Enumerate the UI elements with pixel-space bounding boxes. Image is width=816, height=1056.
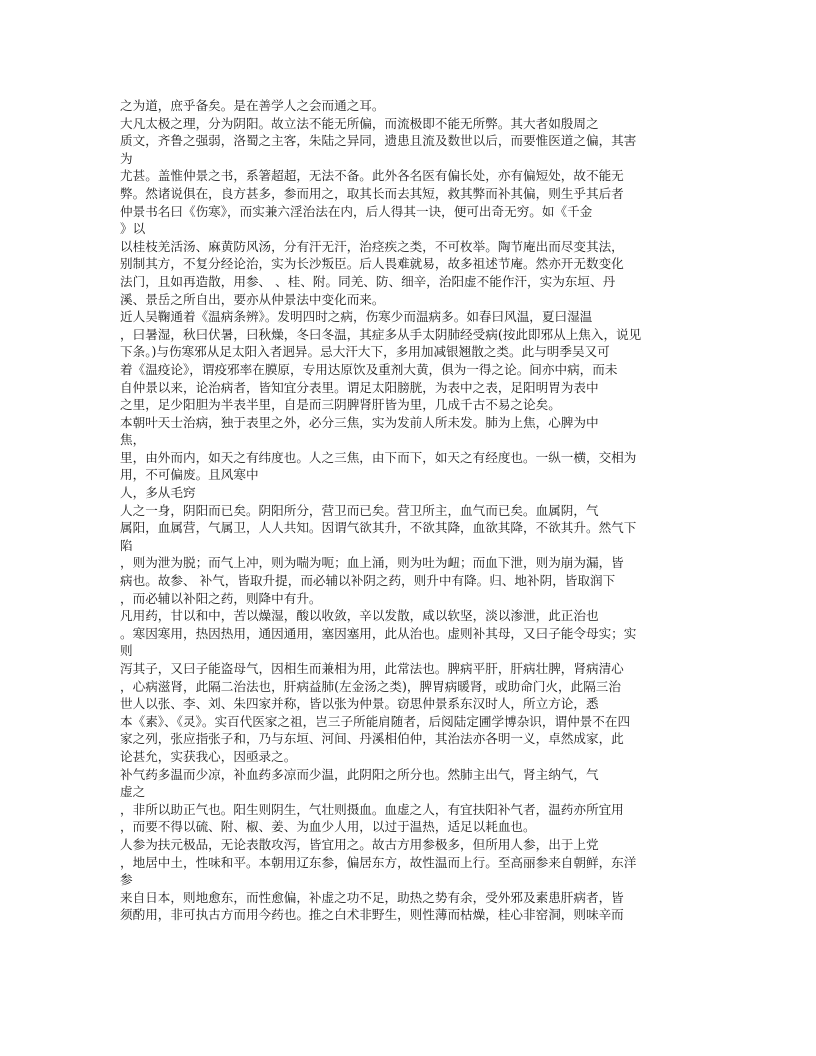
text-line: 本《素》、《灵》。实百代医家之祖，岂三子所能肩随者，后阅陆定圃学博杂识，谓仲景不在四 — [120, 713, 631, 729]
text-line: 凡用药，甘以和中，苦以燥湿，酸以收敛，辛以发散，咸以软坚，淡以渗泄，此正治也 — [120, 608, 599, 624]
text-line: 以桂枝羌活汤、麻黄防风汤，分有汗无汗，治痉疾之类，不可枚举。陶节庵出而尽变其法， — [120, 238, 624, 254]
text-line: ，而要不得以硫、附、椒、姜、为血少人用，以过于温热，适足以耗血也。 — [120, 819, 536, 835]
document-page — [120, 97, 700, 924]
text-line: 病也。故参、 补气，皆取升提，而必辅以补阴之药，则升中有降。归、地补阴，皆取润下 — [120, 573, 616, 589]
text-line: 本朝叶天士治病，独于表里之外，必分三焦，实为发前人所未发。肺为上焦，心脾为中 — [120, 414, 599, 430]
text-line: 补气药多温而少凉，补血药多凉而少温，此阴阳之所分也。然肺主出气，肾主纳气，气 — [120, 766, 599, 782]
text-line: 大凡太极之理，分为阴阳。故立法不能无所偏，而流极即不能无所弊。其大者如殷周之 — [120, 115, 599, 131]
text-line: 属阳，血属营，气属卫，人人共知。因谓气欲其升，不欲其降，血欲其降，不欲其升。然气下 — [120, 520, 637, 536]
text-line: 着《温疫论》，谓疫邪率在膜原，专用达原饮及重剂大黄，俱为一得之论。间亦中病，而未 — [120, 361, 618, 377]
text-line: 》以 — [120, 221, 146, 237]
text-line: ，非所以助正气也。阳生则阴生，气壮则摄血。血虚之人，有宜扶阳补气者，温药亦所宜用 — [120, 801, 624, 817]
text-line: 自仲景以来，论治病者，皆知宜分表里。谓足太阳膀胱，为表中之表，足阳明胃为表中 — [120, 379, 599, 395]
text-line: 之为道，庶乎备矣。是在善学人之会而通之耳。 — [120, 98, 385, 113]
text-line: 别制其方，不复分经论治，实为长沙叛臣。后人畏难就易，故多祖述节庵。然亦开无数变化 — [120, 256, 624, 272]
text-line: 尤甚。盖惟仲景之书，系箸超超，无法不备。此外各名医有偏长处，亦有偏短处，故不能无 — [120, 168, 624, 184]
text-line: 质文，齐鲁之强弱，洛蜀之主客，朱陆之异同，遗患且流及数世以后，而要惟医道之偏，其害 — [120, 133, 637, 149]
text-line: 论甚允，实获我心，因亟录之。 — [120, 748, 297, 764]
text-line: ，心病滋肾，此隔二治法也，肝病益肺(左金汤之类)，脾胃病暖肾，或助命门火，此隔三治 — [120, 678, 621, 694]
text-line: 之里，足少阳胆为半表半里，自是而三阴脾肾肝皆为里，几成千古不易之论矣。 — [120, 397, 561, 413]
text-line: 陷 — [120, 537, 133, 553]
text-line: 人参为扶元极品，无论表散攻泻，皆宜用之。故古方用参极多，但所用人参，出于上党 — [120, 836, 599, 852]
text-line: 参 — [120, 872, 133, 888]
text-line: 仲景书名曰《伤寒》，而实兼六淫治法在内，后人得其一诀，便可出奇无穷。如《千金 — [120, 203, 593, 219]
text-line: 则 — [120, 643, 133, 659]
text-line: ，曰暑湿，秋曰伏暑，曰秋燥，冬曰冬温，其症多从手太阴肺经受病(按此即邪从上焦入，说见 — [120, 326, 642, 342]
text-line: 用，不可偏废。且风寒中 — [120, 467, 259, 483]
text-line: ，地居中土，性味和平。本朝用辽东参，偏居东方，故性温而上行。至高丽参来自朝鲜，东洋 — [120, 854, 637, 870]
text-line: 下条。)与伤寒邪从足太阳入者迥异。忌大汗大下，多用加减银翘散之类。此与明季吴又可 — [120, 344, 610, 360]
text-line: 焦， — [120, 432, 146, 448]
text-line: 。寒因寒用，热因热用，通因通用，塞因塞用，此从治也。虚则补其母，又曰子能令母实；实 — [120, 625, 637, 641]
text-line: 人之一身，阴阳而已矣。阴阳所分，营卫而已矣。营卫所主，血气而已矣。血属阴，气 — [120, 502, 599, 518]
text-line: 近人吴鞠通着《温病条辨》。发明四时之病，伤寒少而温病多。如春曰风温，夏曰湿温 — [120, 309, 593, 325]
text-line: 须酌用，非可执古方而用今药也。推之白术非野生，则性薄而枯燥，桂心非窑洞，则味辛而 — [120, 907, 624, 923]
text-line: 法门，且如再造散，用参、 、桂、附。同羌、防、细辛，治阳虚不能作汗，实为东垣、丹 — [120, 273, 616, 289]
text-line: 世人以张、李、刘、朱四家并称，皆以张为仲景。窃思仲景系东汉时人，所立方论，悉 — [120, 696, 599, 712]
text-line: 为 — [120, 150, 133, 166]
text-line: 弊。然诸说俱在，良方甚多，参而用之，取其长而去其短，救其弊而补其偏，则生乎其后者 — [120, 185, 624, 201]
text-line: 虚之 — [120, 784, 146, 800]
text-line: 来自日本，则地愈东，而性愈偏，补虚之功不足，助热之势有余，受外邪及素患肝病者，皆 — [120, 889, 624, 905]
text-line: 里，由外而内，如天之有纬度也。人之三焦，由下而下，如天之有经度也。一纵一横，交相为 — [120, 449, 637, 465]
text-line: 人，多从毛窍 — [120, 485, 196, 501]
text-line: 家之列，张应指张子和，乃与东垣、河间、丹溪相伯仲，其治法亦各明一义，卓然成家，此 — [120, 731, 624, 747]
text-line: 泻其子，又曰子能盗母气，因相生而兼相为用，此常法也。脾病平肝，肝病壮脾，肾病清心 — [120, 661, 624, 676]
text-line: ，而必辅以补阳之药，则降中有升。 — [120, 590, 322, 606]
text-line: ，则为泄为脱；而气上冲，则为喘为呃；血上涌，则为吐为衄；而血下泄，则为崩为漏，皆 — [120, 555, 624, 571]
text-line: 溪、景岳之所自出，要亦从仲景法中变化而来。 — [120, 291, 385, 307]
